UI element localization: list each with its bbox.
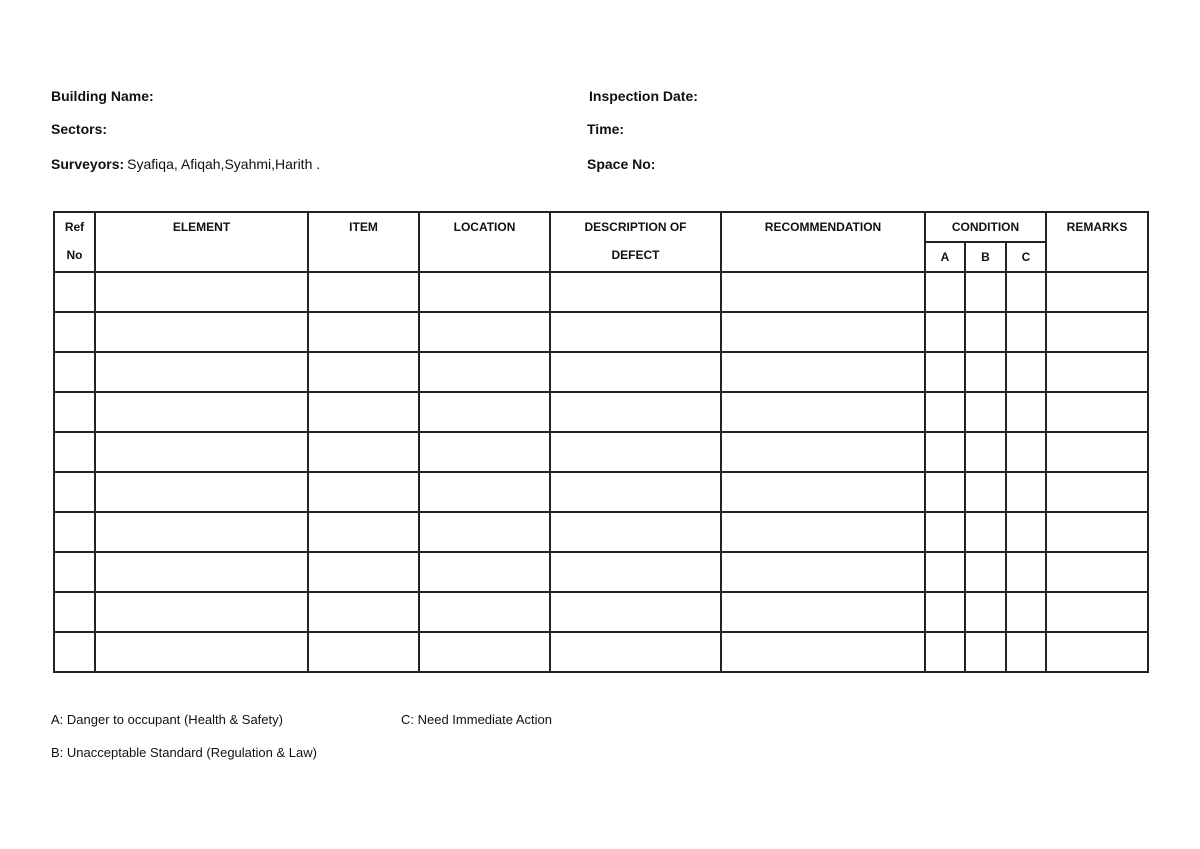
cell-remarks[interactable] (1046, 472, 1148, 512)
col-header-location: LOCATION (419, 212, 550, 272)
cell-condition-c[interactable] (1006, 392, 1046, 432)
cell-condition-b[interactable] (965, 552, 1006, 592)
cell-location[interactable] (419, 392, 550, 432)
cell-element[interactable] (95, 632, 308, 672)
cell-element[interactable] (95, 312, 308, 352)
cell-recommendation[interactable] (721, 592, 925, 632)
cell-element[interactable] (95, 512, 308, 552)
cell-condition-c[interactable] (1006, 432, 1046, 472)
cell-description[interactable] (550, 512, 721, 552)
cell-ref-no[interactable] (54, 352, 95, 392)
cell-description[interactable] (550, 312, 721, 352)
cell-ref-no[interactable] (54, 272, 95, 312)
cell-ref-no[interactable] (54, 392, 95, 432)
cell-item[interactable] (308, 512, 419, 552)
cell-description[interactable] (550, 632, 721, 672)
cell-element[interactable] (95, 432, 308, 472)
ref-header-line1: Ref (64, 220, 85, 234)
cell-remarks[interactable] (1046, 312, 1148, 352)
cell-condition-a[interactable] (925, 512, 965, 552)
col-header-condition-b: B (965, 242, 1006, 272)
ref-header-line2: No (66, 248, 83, 262)
building-name-label: Building Name: (51, 88, 154, 104)
table-row (54, 392, 1148, 432)
cell-condition-b[interactable] (965, 632, 1006, 672)
cell-recommendation[interactable] (721, 272, 925, 312)
cell-description[interactable] (550, 272, 721, 312)
cell-condition-a[interactable] (925, 632, 965, 672)
surveyors-label: Surveyors: (51, 156, 125, 172)
table-row (54, 552, 1148, 592)
cell-ref-no[interactable] (54, 552, 95, 592)
cell-item[interactable] (308, 352, 419, 392)
cell-location[interactable] (419, 352, 550, 392)
cell-condition-b[interactable] (965, 472, 1006, 512)
inspection-table (53, 211, 1149, 673)
cell-remarks[interactable] (1046, 512, 1148, 552)
sectors-label: Sectors: (51, 121, 108, 137)
table-row (54, 272, 1148, 312)
surveyors-value: Syafiqa, Afiqah,Syahmi,Harith . (127, 156, 321, 172)
legend-c: C: Need Immediate Action (401, 712, 553, 727)
cell-item[interactable] (308, 472, 419, 512)
cell-item[interactable] (308, 632, 419, 672)
cell-description[interactable] (550, 392, 721, 432)
sectors-field (51, 121, 107, 137)
cell-condition-a[interactable] (925, 352, 965, 392)
cell-remarks[interactable] (1046, 632, 1148, 672)
cell-remarks[interactable] (1046, 352, 1148, 392)
col-header-condition-a: A (925, 242, 965, 272)
table-row (54, 472, 1148, 512)
cell-condition-a[interactable] (925, 432, 965, 472)
cell-condition-b[interactable] (965, 592, 1006, 632)
cell-condition-b[interactable] (965, 312, 1006, 352)
cell-condition-b[interactable] (965, 392, 1006, 432)
cell-ref-no[interactable] (54, 632, 95, 672)
table-body (54, 272, 1148, 672)
col-header-element: ELEMENT (95, 212, 308, 272)
col-header-description (550, 212, 721, 272)
cell-description[interactable] (550, 592, 721, 632)
cell-description[interactable] (550, 432, 721, 472)
cell-condition-c[interactable] (1006, 272, 1046, 312)
cell-recommendation[interactable] (721, 432, 925, 472)
cell-location[interactable] (419, 632, 550, 672)
cell-condition-a[interactable] (925, 392, 965, 432)
cell-element[interactable] (95, 472, 308, 512)
cell-item[interactable] (308, 392, 419, 432)
cell-condition-a[interactable] (925, 272, 965, 312)
cell-condition-b[interactable] (965, 352, 1006, 392)
cell-condition-c[interactable] (1006, 512, 1046, 552)
cell-element[interactable] (95, 392, 308, 432)
cell-description[interactable] (550, 352, 721, 392)
cell-description[interactable] (550, 472, 721, 512)
cell-location[interactable] (419, 272, 550, 312)
cell-element[interactable] (95, 592, 308, 632)
cell-location[interactable] (419, 592, 550, 632)
cell-location[interactable] (419, 472, 550, 512)
col-header-ref-no (54, 212, 95, 272)
cell-recommendation[interactable] (721, 392, 925, 432)
description-header-line1: DESCRIPTION OF (584, 220, 687, 234)
col-header-condition-c: C (1006, 242, 1046, 272)
cell-location[interactable] (419, 432, 550, 472)
time-label: Time: (587, 121, 625, 137)
cell-element[interactable] (95, 352, 308, 392)
cell-recommendation[interactable] (721, 352, 925, 392)
inspection-date-label: Inspection Date: (589, 88, 698, 104)
cell-condition-c[interactable] (1006, 592, 1046, 632)
cell-item[interactable] (308, 312, 419, 352)
cell-condition-a[interactable] (925, 472, 965, 512)
cell-condition-b[interactable] (965, 512, 1006, 552)
time-field (587, 121, 624, 137)
cell-ref-no[interactable] (54, 312, 95, 352)
cell-remarks[interactable] (1046, 552, 1148, 592)
cell-recommendation[interactable] (721, 552, 925, 592)
col-header-condition: CONDITION (925, 212, 1046, 242)
table-row (54, 512, 1148, 552)
cell-condition-a[interactable] (925, 552, 965, 592)
cell-recommendation[interactable] (721, 472, 925, 512)
legend-a: A: Danger to occupant (Health & Safety) (51, 712, 283, 727)
cell-recommendation[interactable] (721, 632, 925, 672)
col-header-remarks: REMARKS (1046, 212, 1148, 272)
space-no-label: Space No: (587, 156, 656, 172)
cell-remarks[interactable] (1046, 592, 1148, 632)
cell-remarks[interactable] (1046, 272, 1148, 312)
cell-condition-b[interactable] (965, 272, 1006, 312)
cell-location[interactable] (419, 512, 550, 552)
table-row (54, 632, 1148, 672)
cell-condition-c[interactable] (1006, 632, 1046, 672)
cell-recommendation[interactable] (721, 512, 925, 552)
table-row (54, 432, 1148, 472)
cell-description[interactable] (550, 552, 721, 592)
cell-ref-no[interactable] (54, 592, 95, 632)
cell-element[interactable] (95, 552, 308, 592)
cell-element[interactable] (95, 272, 308, 312)
legend-b: B: Unacceptable Standard (Regulation & Law) (51, 745, 317, 760)
cell-condition-b[interactable] (965, 432, 1006, 472)
cell-item[interactable] (308, 432, 419, 472)
cell-ref-no[interactable] (54, 472, 95, 512)
cell-item[interactable] (308, 272, 419, 312)
cell-condition-a[interactable] (925, 312, 965, 352)
description-header-line2: DEFECT (611, 248, 660, 262)
table-row (54, 592, 1148, 632)
cell-recommendation[interactable] (721, 312, 925, 352)
col-header-item: ITEM (308, 212, 419, 272)
cell-condition-c[interactable] (1006, 312, 1046, 352)
cell-condition-a[interactable] (925, 592, 965, 632)
table-row (54, 352, 1148, 392)
surveyors-field (51, 156, 320, 172)
cell-item[interactable] (308, 552, 419, 592)
cell-ref-no[interactable] (54, 512, 95, 552)
inspection-date-field (589, 88, 698, 104)
space-no-field (587, 156, 655, 172)
cell-item[interactable] (308, 592, 419, 632)
cell-location[interactable] (419, 312, 550, 352)
cell-remarks[interactable] (1046, 392, 1148, 432)
cell-ref-no[interactable] (54, 432, 95, 472)
cell-condition-c[interactable] (1006, 552, 1046, 592)
building-name-field (51, 88, 154, 104)
table-header (54, 212, 1148, 272)
cell-condition-c[interactable] (1006, 472, 1046, 512)
col-header-recommendation: RECOMMENDATION (721, 212, 925, 272)
cell-remarks[interactable] (1046, 432, 1148, 472)
table-row (54, 312, 1148, 352)
cell-condition-c[interactable] (1006, 352, 1046, 392)
cell-location[interactable] (419, 552, 550, 592)
